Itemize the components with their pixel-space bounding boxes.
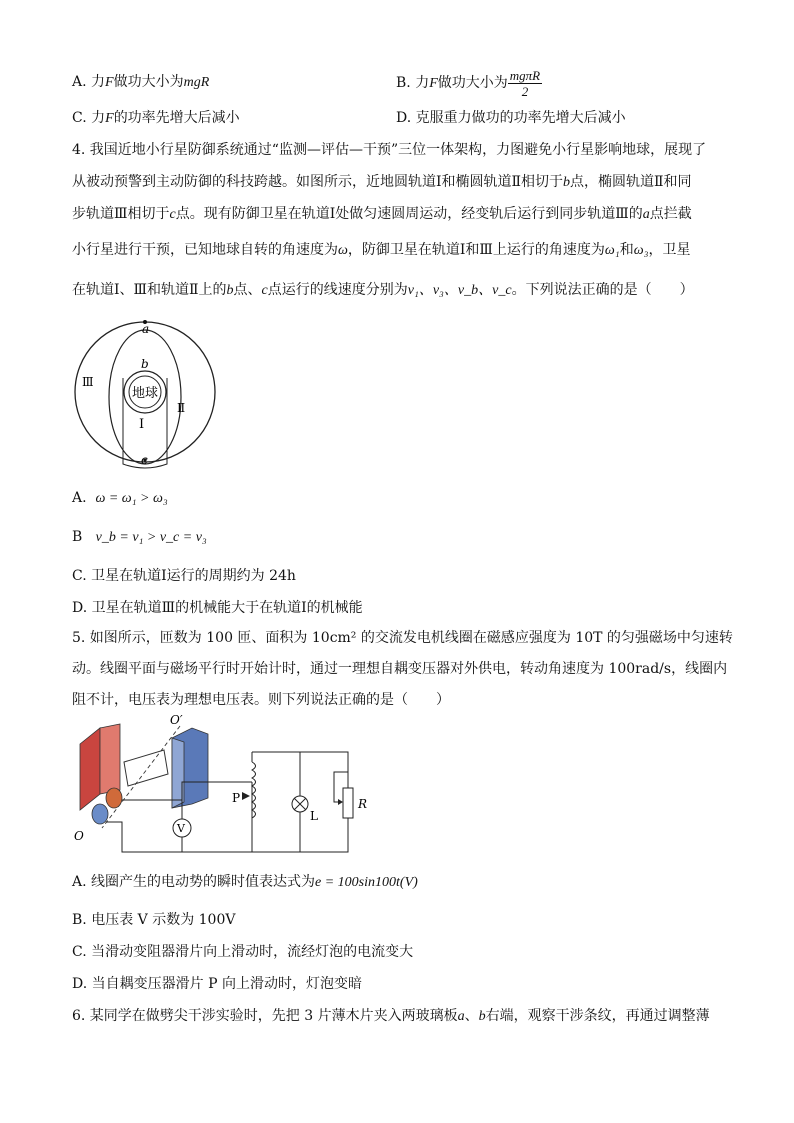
q5-stem-line-3: 阻不计，电压表为理想电压表。则下列说法正确的是（ ） <box>72 692 450 708</box>
label-a: a <box>142 322 150 336</box>
q5-stem-line-2: 动。线圈平面与磁场平行时开始计时，通过一理想自耦变压器对外供电，转动角速度为 100rad/s，线圈内 <box>72 661 728 677</box>
label-v: V <box>177 822 185 835</box>
label-orbit-II: Ⅱ <box>177 401 186 415</box>
q5-option-d: D. 当自耦变压器滑片 P 向上滑动时，灯泡变暗 <box>72 976 362 992</box>
q4-stem-line-1: 4. 我国近地小行星防御系统通过“监测—评估—干预”三位一体架构，力图避免小行星影响地球，展现了 <box>72 142 707 158</box>
q4-stem-line-4: 小行星进行干预，已知地球自转的角速度为ω，防御卫星在轨道Ⅰ和Ⅲ上运行的角速度为ω₁和ω₃，卫星 <box>72 242 691 258</box>
slip-ring-1 <box>106 788 122 808</box>
q5-option-a: A. 线圈产生的电动势的瞬时值表达式为e = 100sin100t(V) <box>72 874 418 890</box>
q5-option-b: B. 电压表 V 示数为 100V <box>72 912 236 928</box>
q3-option-d: D. 克服重力做功的功率先增大后减小 <box>396 110 626 126</box>
rheostat <box>343 788 353 818</box>
slip-ring-2 <box>92 804 108 824</box>
label-b: b <box>141 357 149 371</box>
magnet-n-pole-face <box>100 724 120 794</box>
q4-option-d: D. 卫星在轨道Ⅲ的机械能大于在轨道Ⅰ的机械能 <box>72 600 363 616</box>
label-earth: 地球 <box>132 386 159 401</box>
q4-option-b: B v_b = v₁ > v_c = v₃ <box>72 529 207 545</box>
label-orbit-III: Ⅲ <box>82 375 94 389</box>
label-orbit-I: Ⅰ <box>139 417 145 432</box>
q4-stem-line-3: 步轨道Ⅲ相切于c点。现有防御卫星在轨道Ⅰ处做匀速圆周运动，经变轨后运行到同步轨道Ⅲ的a点拦截 <box>72 206 692 222</box>
label-o: O <box>74 829 84 843</box>
label-c: c <box>141 453 148 467</box>
label-l: L <box>310 809 318 823</box>
coil <box>124 750 168 786</box>
generator-circuit-diagram <box>72 712 372 862</box>
magnet-n-pole <box>80 728 100 810</box>
q6-stem-line-1: 6. 某同学在做劈尖干涉实验时，先把 3 片薄木片夹入两玻璃板a、b右端，观察干涉条纹，再通过调整薄 <box>72 1008 710 1024</box>
q3-option-a: A. 力F做功大小为mgR <box>72 74 210 90</box>
q5-stem-line-1: 5. 如图所示，匝数为 100 匝、面积为 10cm² 的交流发电机线圈在磁感应强度为 10T 的匀强磁场中匀速转 <box>72 630 733 646</box>
q4-option-a: A. ω = ω₁ > ω₃ <box>72 490 168 506</box>
q5-option-c: C. 当滑动变阻器滑片向上滑动时，流经灯泡的电流变大 <box>72 944 414 960</box>
transformer-coil <box>252 762 256 818</box>
transformer-slider-arrow <box>242 792 250 800</box>
label-r: R <box>358 797 368 811</box>
q3-option-c: C. 力F的功率先增大后减小 <box>72 110 240 126</box>
q3-option-b-fraction: $\frac{\text{mgπR}}{2}$ <box>509 67 541 99</box>
q4-stem-line-5: 在轨道Ⅰ、Ⅲ和轨道Ⅱ上的b点、c点运行的线速度分别为v₁、v₃、v_b、v_c。下列说法正确的是（ ） <box>72 282 694 298</box>
q3-option-b: B. 力F做功大小为 $\frac{\text{mgπR}}{2}$ <box>396 67 541 99</box>
label-o-prime: O′ <box>170 713 183 727</box>
orbit-diagram <box>72 312 222 472</box>
q4-stem-line-2: 从被动预警到主动防御的科技跨越。如图所示，近地圆轨道Ⅰ和椭圆轨道Ⅱ相切于b点，椭圆轨道Ⅱ和同 <box>72 174 692 190</box>
q4-option-c: C. 卫星在轨道Ⅰ运行的周期约为 24h <box>72 568 296 584</box>
label-p: P <box>232 791 241 805</box>
